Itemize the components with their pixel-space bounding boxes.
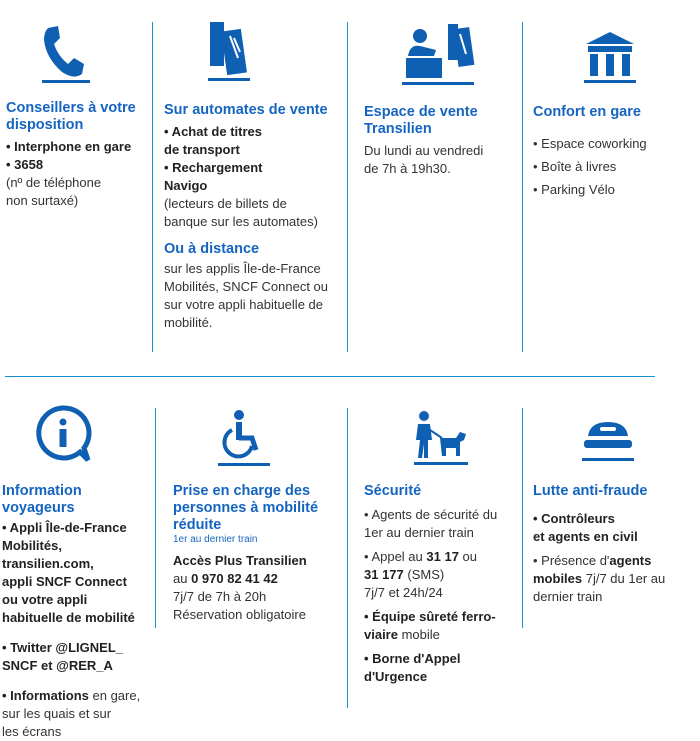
service-item: Mobilités, bbox=[2, 538, 62, 553]
text: mobile bbox=[397, 627, 440, 642]
section-title: Conseillers à votre disposition bbox=[6, 100, 136, 133]
section-note: 1er au dernier train bbox=[173, 534, 258, 545]
opening-hours: 7j/7 de 7h à 20h bbox=[173, 589, 267, 604]
divider bbox=[155, 408, 156, 628]
service-item: appli SNCF Connect bbox=[2, 574, 127, 589]
text: au bbox=[173, 571, 192, 586]
ticket-counter-icon bbox=[398, 20, 478, 86]
divider bbox=[152, 22, 153, 352]
service-item: • Équipe sûreté ferro- bbox=[364, 609, 496, 624]
amenity-item: • Espace coworking bbox=[533, 136, 647, 151]
service-item: d'Urgence bbox=[364, 669, 428, 684]
phone-number: 31 177 bbox=[364, 567, 404, 582]
section-title: Lutte anti-fraude bbox=[533, 483, 648, 499]
opening-hours: 7j/7 et 24h/24 bbox=[364, 585, 443, 600]
service-item: et agents en civil bbox=[533, 529, 638, 544]
phone-line bbox=[364, 548, 524, 566]
section-title: Confort en gare bbox=[533, 104, 641, 120]
text: 7j/7 du 1er au bbox=[582, 571, 666, 586]
note: Réservation obligatoire bbox=[173, 607, 306, 622]
service-item: transilien.com, bbox=[2, 556, 94, 571]
service-item: de transport bbox=[164, 142, 240, 157]
phone-line bbox=[364, 566, 524, 584]
section-title: Sur automates de vente bbox=[164, 102, 328, 118]
text-line: sur les applis Île-de-France bbox=[164, 261, 321, 276]
text-line: les écrans bbox=[2, 724, 62, 739]
note: (nº de téléphone bbox=[6, 175, 102, 190]
service-item: ou votre appli bbox=[2, 592, 88, 607]
section-subtitle: Ou à distance bbox=[164, 241, 260, 257]
text: ou bbox=[458, 549, 478, 564]
phone-number: • 3658 bbox=[6, 157, 44, 172]
phone-number: 0 970 82 41 42 bbox=[191, 571, 278, 586]
note: non surtaxé) bbox=[6, 193, 79, 208]
note: banque sur les automates) bbox=[164, 214, 318, 229]
info-bubble-icon bbox=[32, 404, 94, 466]
guard-dog-icon bbox=[412, 410, 470, 466]
text: • Présence d' bbox=[533, 553, 610, 568]
opening-hours: de 7h à 19h30. bbox=[364, 161, 451, 176]
note: (lecteurs de billets de bbox=[164, 196, 287, 211]
bold-text: • Informations bbox=[2, 688, 89, 703]
text-line: sur les quais et sur bbox=[2, 706, 112, 721]
ticket-icon bbox=[206, 18, 252, 84]
text-line: mobilité. bbox=[164, 315, 213, 330]
text: (SMS) bbox=[403, 567, 445, 582]
phone-line bbox=[173, 570, 345, 588]
bold-text: mobiles bbox=[533, 571, 583, 586]
service-item: • Rechargement bbox=[164, 160, 263, 175]
controller-cap-icon bbox=[578, 418, 638, 466]
service-item bbox=[533, 552, 698, 570]
section-title: Espace de vente Transilien bbox=[364, 104, 478, 137]
service-item: 1er au dernier train bbox=[364, 525, 474, 540]
section-title: Sécurité bbox=[364, 483, 422, 499]
amenity-item: • Parking Vélo bbox=[533, 182, 615, 197]
service-item: • Achat de titres bbox=[164, 124, 262, 139]
divider bbox=[5, 376, 655, 377]
service-item bbox=[533, 570, 698, 588]
section-title: Prise en charge des personnes à mobilité réduite bbox=[173, 483, 319, 533]
building-icon bbox=[582, 30, 638, 84]
text-line: dernier train bbox=[533, 589, 603, 604]
divider bbox=[347, 408, 348, 708]
service-item: • Borne d'Appel bbox=[364, 651, 461, 666]
phone-icon bbox=[38, 22, 90, 84]
social-item: SNCF et @RER_A bbox=[2, 658, 113, 673]
text: • Appel au bbox=[364, 549, 427, 564]
service-item bbox=[2, 687, 154, 705]
service-item: • Agents de sécurité du bbox=[364, 507, 498, 522]
amenity-item: • Boîte à livres bbox=[533, 159, 617, 174]
divider bbox=[522, 22, 523, 352]
wheelchair-icon bbox=[212, 408, 274, 468]
bold-text: viaire bbox=[364, 627, 398, 642]
service-item: habituelle de mobilité bbox=[2, 610, 135, 625]
service-item: • Interphone en gare bbox=[6, 139, 132, 154]
bold-text: agents bbox=[609, 553, 652, 568]
divider bbox=[347, 22, 348, 352]
opening-hours: Du lundi au vendredi bbox=[364, 143, 484, 158]
service-item: Navigo bbox=[164, 178, 208, 193]
service-name: Accès Plus Transilien bbox=[173, 553, 307, 568]
section-title: Information voyageurs bbox=[2, 483, 82, 516]
service-item bbox=[364, 626, 524, 644]
service-item: • Appli Île-de-France bbox=[2, 520, 127, 535]
text: en gare, bbox=[88, 688, 141, 703]
text-line: Mobilités, SNCF Connect ou bbox=[164, 279, 329, 294]
phone-number: 31 17 bbox=[426, 549, 459, 564]
service-item: • Contrôleurs bbox=[533, 511, 615, 526]
text-line: sur votre appli habituelle de bbox=[164, 297, 323, 312]
social-item: • Twitter @LIGNEL_ bbox=[2, 640, 123, 655]
